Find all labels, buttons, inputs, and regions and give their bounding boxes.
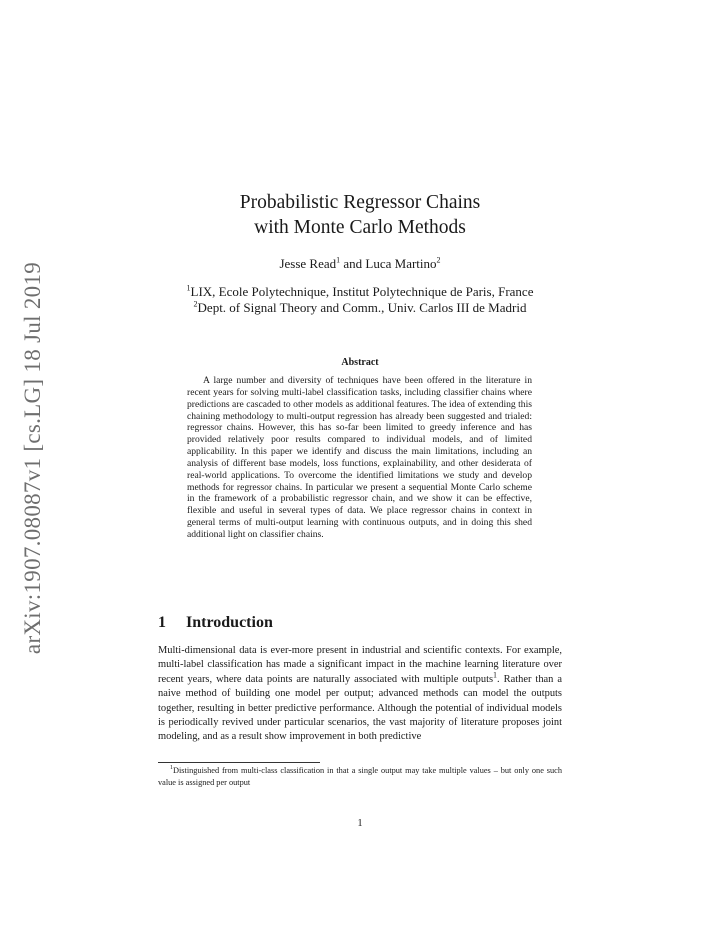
section-number: 1 xyxy=(158,614,166,631)
intro-text-part-2: . Rather than a naive method of building one model per output; advanced methods can model the outputs together, resulting in better predictive performance. Although the potential of individual models is periodically revived under particular scenarios, the vast majority of literature proposes joint modeling, and as a result show improvement in both predictive xyxy=(158,673,562,743)
arxiv-identifier-stamp xyxy=(18,256,48,660)
affiliation-2 xyxy=(158,300,562,316)
author-1-affiliation-mark: 1 xyxy=(336,255,341,265)
author-list xyxy=(158,256,562,272)
author-name-1: Jesse Read xyxy=(279,256,337,271)
abstract-body: A large number and diversity of techniques have been offered in the literature in recent years for solving multi-label classification tasks, including classifier chains where predictions are cascaded to other models as additional features. The idea of extending this chaining methodology to multi-output regression has already been suggested and trialed: regressor chains. However, this has so-far been limited to greedy inference and has provided relatively poor results compared to individual models, and of limited applicability. In this paper we identify and discuss the main limitations, including an analysis of different base models, loss functions, explainability, and other desiderata of real-world applications. To overcome the identified limitations we study and develop methods for regressor chains. In particular we present a sequential Monte Carlo scheme in the framework of a probabilistic regressor chain, and we show it can be effective, flexible and useful in several types of data. We place regressor chains in context in general terms of multi-output learning with continuous outputs, and in doing this shed additional light on classifier chains. xyxy=(187,375,532,540)
section-heading xyxy=(158,614,273,632)
section-title: Introduction xyxy=(186,614,273,631)
intro-text-part-1: Multi-dimensional data is ever-more present in industrial and scientific contexts. For example, multi-label classification has made a significant impact in the machine learning literature over recent years, where data points are naturally associated with multiple outputs xyxy=(158,645,562,685)
affiliation-1-text: LIX, Ecole Polytechnique, Institut Polytechnique de Paris, France xyxy=(190,284,534,299)
affiliation-list xyxy=(158,284,562,316)
author-name-2: Luca Martino xyxy=(365,256,437,271)
affiliation-2-mark: 2 xyxy=(193,299,198,309)
title-line-1: Probabilistic Regressor Chains xyxy=(239,192,481,213)
paper-title xyxy=(158,190,562,240)
author-conjunction: and xyxy=(340,256,366,271)
page-number: 1 xyxy=(357,818,363,829)
author-2-affiliation-mark: 2 xyxy=(436,255,441,265)
footnote xyxy=(158,765,562,789)
abstract-heading: Abstract xyxy=(341,357,379,368)
footnote-text: Distinguished from multi-class classification in that a single output may take multiple values – but only one such value is assigned per output xyxy=(158,766,562,788)
footnote-mark: 1 xyxy=(170,765,173,772)
arxiv-identifier-text: arXiv:1907.08087v1 [cs.LG] 18 Jul 2019 xyxy=(20,261,45,655)
affiliation-1 xyxy=(158,284,562,300)
title-line-2: with Monte Carlo Methods xyxy=(254,217,466,238)
affiliation-1-mark: 1 xyxy=(186,283,191,293)
introduction-paragraph xyxy=(158,644,562,745)
footnote-divider xyxy=(158,762,320,763)
affiliation-2-text: Dept. of Signal Theory and Comm., Univ. Carlos III de Madrid xyxy=(197,300,527,315)
footnote-reference: 1 xyxy=(493,670,498,680)
